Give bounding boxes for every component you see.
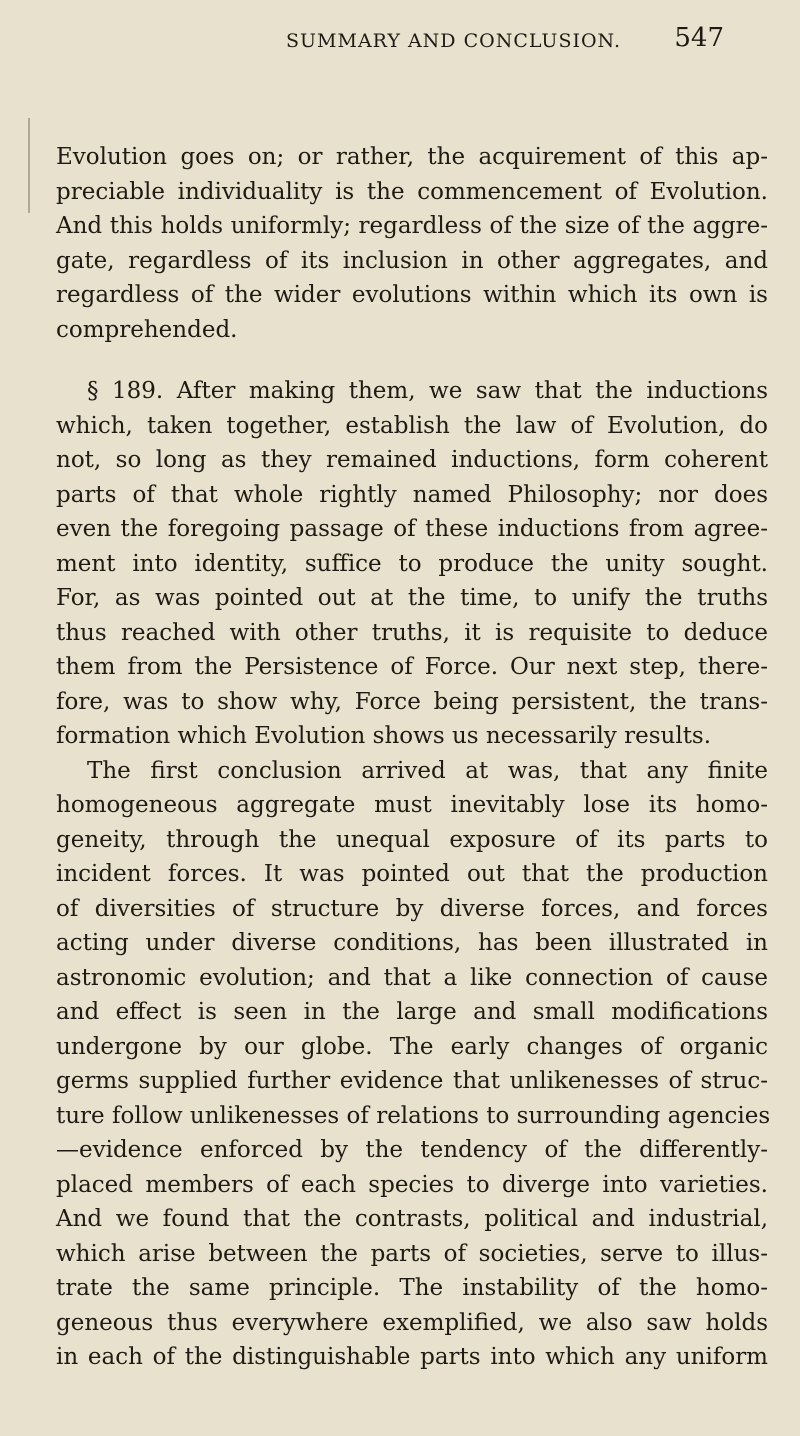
text-line: trate the same principle. The instability of the homo- [56, 1275, 768, 1301]
text-line: germs supplied further evidence that unlikenesses of struc- [56, 1068, 768, 1094]
text-line: And this holds uniformly; regardless of the size of the aggre- [56, 213, 768, 239]
text-line: regardless of the wider evolutions within which its own is [56, 282, 768, 308]
text-line: And we found that the contrasts, political and industrial, [56, 1206, 768, 1232]
page-header [56, 20, 764, 60]
text-line: geneity, through the unequal exposure of its parts to [56, 826, 768, 853]
text-line: ment into identity, suffice to produce the unity sought. [56, 550, 768, 577]
text-line: preciable individuality is the commencement of Evolution. [56, 178, 768, 205]
text-line: of diversities of structure by diverse forces, and forces [56, 895, 768, 922]
paragraph-3 [56, 754, 771, 1375]
text-line: and effect is seen in the large and small modifications [56, 999, 768, 1025]
page-edge-mark [28, 118, 30, 213]
text-line: not, so long as they remained inductions, form coherent [56, 447, 768, 473]
text-line: ture follow unlikenesses of relations to surrounding agencies [56, 1102, 771, 1129]
text-line: homogeneous aggregate must inevitably lose its homo- [56, 792, 768, 818]
text-line: § 189. After making them, we saw that the inductions [87, 378, 768, 404]
body-text [56, 140, 771, 1375]
running-head: SUMMARY AND CONCLUSION. [286, 30, 621, 52]
text-line: —evidence enforced by the tendency of the differently- [56, 1137, 768, 1163]
paragraph-gap [56, 347, 768, 374]
text-line: astronomic evolution; and that a like connection of cause [56, 964, 768, 991]
text-line: formation which Evolution shows us necessarily results. [56, 723, 712, 749]
page-number: 547 [674, 23, 724, 53]
paragraph-2 [56, 374, 768, 754]
text-line: gate, regardless of its inclusion in other aggregates, and [56, 247, 768, 274]
text-line: parts of that whole rightly named Philosophy; nor does [56, 481, 768, 508]
text-line: thus reached with other truths, it is requisite to deduce [56, 619, 768, 646]
text-line: even the foregoing passage of these inductions from agree- [56, 516, 768, 542]
text-line: them from the Persistence of Force. Our next step, there- [56, 654, 768, 680]
text-line: The first conclusion arrived at was, that any finite [87, 757, 768, 784]
text-line: Evolution goes on; or rather, the acquirement of this ap- [56, 144, 768, 170]
text-line: in each of the distinguishable parts into which any uniform [56, 1344, 768, 1370]
text-line: acting under diverse conditions, has been illustrated in [56, 930, 768, 956]
paragraph-1 [56, 140, 768, 347]
text-line: incident forces. It was pointed out that the production [56, 861, 768, 887]
text-line: placed members of each species to diverge into varieties. [56, 1171, 768, 1198]
text-line: For, as was pointed out at the time, to unify the truths [56, 585, 768, 611]
text-line: undergone by our globe. The early changes of organic [56, 1033, 768, 1060]
text-line: which, taken together, establish the law of Evolution, do [56, 412, 768, 439]
text-line: comprehended. [56, 316, 238, 343]
text-line: which arise between the parts of societies, serve to illus- [56, 1240, 768, 1267]
text-line: geneous thus everywhere exemplified, we also saw holds [56, 1309, 768, 1336]
text-line: fore, was to show why, Force being persistent, the trans- [56, 688, 768, 715]
